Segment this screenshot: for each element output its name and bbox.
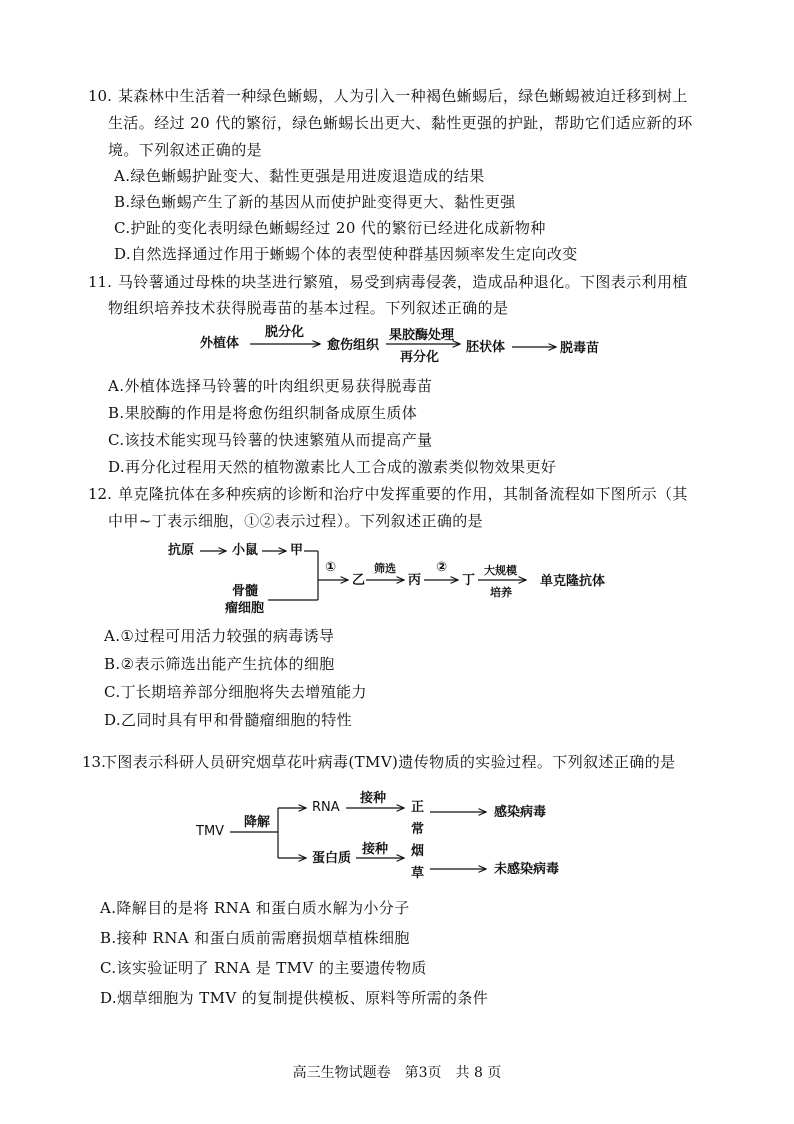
- option-a: A.①过程可用活力较强的病毒诱导: [104, 627, 335, 645]
- inoculate-label: 接种: [362, 842, 389, 857]
- option-c: C.该技术能实现马铃薯的快速繁殖从而提高产量: [108, 431, 433, 449]
- monoclonal-antibody-label: 单克隆抗体: [540, 574, 606, 589]
- redifferentiation-label: 再分化: [400, 350, 440, 365]
- protein-label: 蛋白质: [312, 851, 352, 866]
- step-1-label: ①: [325, 560, 337, 575]
- page-footer: 高三生物试题卷 第3页 共 8 页: [292, 1065, 502, 1081]
- degrade-label: 降解: [244, 815, 271, 830]
- step-2-label: ②: [436, 560, 448, 575]
- callus-label: 愈伤组织: [327, 338, 380, 353]
- option-c: C.该实验证明了 RNA 是 TMV 的主要遗传物质: [100, 959, 427, 977]
- option-a: A.绿色蜥蜴护趾变大、黏性更强是用进废退造成的结果: [114, 167, 485, 185]
- large-scale-label: 大规模: [484, 564, 517, 577]
- question-stem-line: 生活。经过 20 代的繁衍，绿色蜥蜴长出更大、黏性更强的护趾，帮助它们适应新的环: [108, 114, 693, 132]
- cell-jia-label: 甲: [290, 543, 304, 558]
- screen-label: 筛选: [374, 562, 396, 575]
- mouse-label: 小鼠: [232, 543, 259, 558]
- pectinase-label: 果胶酶处理: [389, 328, 455, 343]
- not-infected-label: 未感染病毒: [494, 862, 560, 877]
- normal-tobacco-char: 草: [411, 866, 425, 881]
- option-b: B.果胶酶的作用是将愈伤组织制备成原生质体: [108, 404, 418, 422]
- question-stem-line: 中甲~丁表示细胞，①②表示过程）。下列叙述正确的是: [108, 512, 484, 530]
- myeloma-label-line2: 瘤细胞: [225, 601, 265, 616]
- option-a: A.降解目的是将 RNA 和蛋白质水解为小分子: [100, 899, 410, 917]
- question-stem-line: 境。下列叙述正确的是: [108, 141, 263, 159]
- normal-tobacco-char: 正: [411, 800, 425, 815]
- question-number: 12.: [88, 485, 112, 503]
- question-stem-line: 单克隆抗体在多种疾病的诊断和治疗中发挥重要的作用，其制备流程如下图所示（其: [118, 485, 688, 503]
- embryoid-label: 胚状体: [466, 340, 506, 355]
- option-c: C.丁长期培养部分细胞将失去增殖能力: [104, 683, 367, 701]
- explant-label: 外植体: [200, 336, 240, 351]
- question-number: 13.: [82, 753, 106, 771]
- option-a: A.外植体选择马铃薯的叶肉组织更易获得脱毒苗: [108, 377, 433, 395]
- option-d: D.再分化过程用天然的植物激素比人工合成的激素类似物效果更好: [108, 458, 557, 476]
- inoculate-label: 接种: [360, 791, 387, 806]
- option-d: D.自然选择通过作用于蜥蜴个体的表型使种群基因频率发生定向改变: [114, 245, 578, 263]
- cell-bing-label: 丙: [408, 573, 422, 588]
- option-b: B.②表示筛选出能产生抗体的细胞: [104, 655, 335, 673]
- option-c: C.护趾的变化表明绿色蜥蜴经过 20 代的繁衍已经进化成新物种: [114, 219, 546, 237]
- tmv-label: TMV: [196, 824, 225, 839]
- dedifferentiation-label: 脱分化: [265, 325, 305, 340]
- option-d: D.乙同时具有甲和骨髓瘤细胞的特性: [104, 711, 353, 729]
- virus-free-seedling-label: 脱毒苗: [560, 341, 600, 356]
- question-stem-line: 物组织培养技术获得脱毒苗的基本过程。下列叙述正确的是: [108, 299, 509, 317]
- cell-ding-label: 丁: [462, 573, 476, 588]
- question-stem-line: 马铃薯通过母株的块茎进行繁殖，易受到病毒侵袭，造成品种退化。下图表示利用植: [118, 273, 688, 291]
- option-d: D.烟草细胞为 TMV 的复制提供模板、原料等所需的条件: [100, 989, 489, 1007]
- cell-yi-label: 乙: [352, 573, 366, 588]
- question-number: 11.: [88, 273, 112, 291]
- normal-tobacco-char: 烟: [411, 844, 425, 859]
- question-stem-line: 下图表示科研人员研究烟草花叶病毒(TMV)遗传物质的实验过程。下列叙述正确的是: [102, 753, 676, 771]
- antigen-label: 抗原: [168, 543, 195, 558]
- infected-label: 感染病毒: [494, 805, 547, 820]
- option-b: B.绿色蜥蜴产生了新的基因从而使护趾变得更大、黏性更强: [114, 193, 516, 211]
- question-number: 10.: [88, 87, 112, 105]
- normal-tobacco-char: 常: [411, 822, 425, 837]
- rna-label: RNA: [312, 800, 340, 815]
- question-stem-line: 某森林中生活着一种绿色蜥蜴，人为引入一种褐色蜥蜴后，绿色蜥蜴被迫迁移到树上: [118, 87, 688, 105]
- option-b: B.接种 RNA 和蛋白质前需磨损烟草植株细胞: [100, 929, 410, 947]
- myeloma-label-line1: 骨髓: [232, 584, 259, 599]
- culture-label: 培养: [490, 586, 512, 599]
